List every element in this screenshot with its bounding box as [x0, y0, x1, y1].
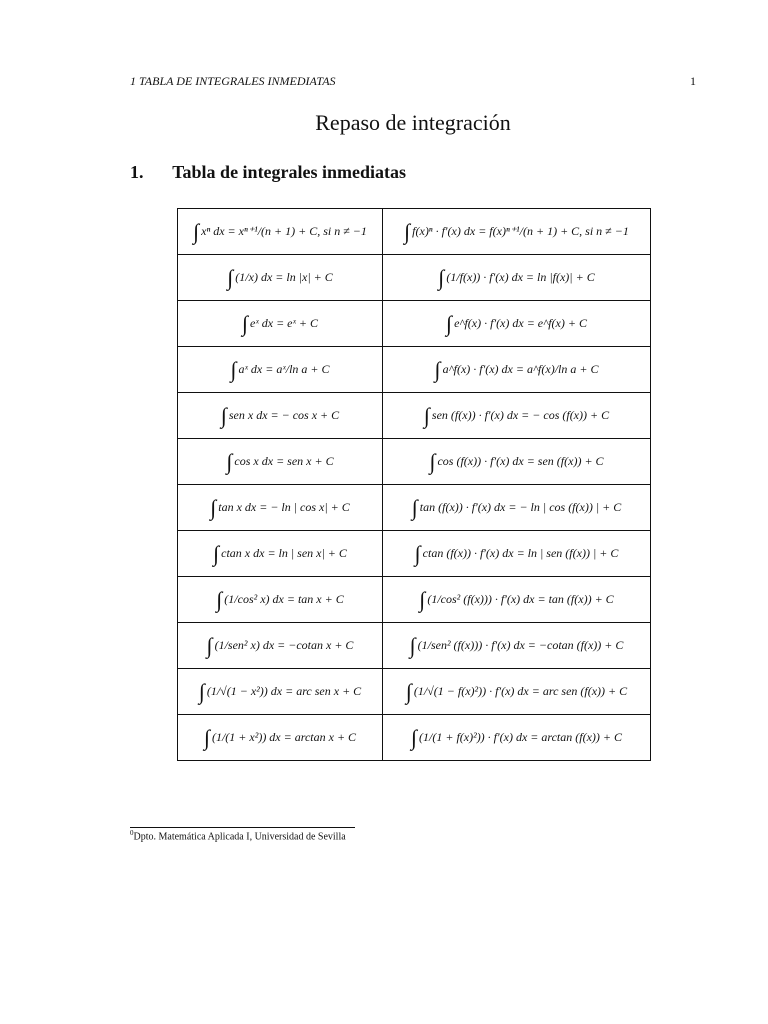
- integral-cell-right: [383, 623, 651, 669]
- integral-cell-right: [383, 531, 651, 577]
- integral-sign-icon: ∫: [438, 264, 445, 290]
- formula: ctan (f(x)) · f′(x) dx = ln | sen (f(x)) | + C: [422, 545, 619, 560]
- formula: a^f(x) · f′(x) dx = a^f(x)/ln a + C: [442, 361, 599, 376]
- integral-cell-right: [383, 255, 651, 301]
- formula: (1/x) dx = ln |x| + C: [235, 269, 333, 284]
- integral-cell-right: [383, 715, 651, 761]
- section-heading: [130, 162, 406, 183]
- formula: (1/(1 + x²)) dx = arctan x + C: [211, 729, 357, 744]
- integral-cell-right: [383, 577, 651, 623]
- integral-sign-icon: ∫: [210, 494, 217, 520]
- integral-cell-right: [383, 485, 651, 531]
- integral-sign-icon: ∫: [414, 540, 421, 566]
- table-row: [178, 669, 651, 715]
- formula: xⁿ dx = xⁿ⁺¹/(n + 1) + C, si n ≠ −1: [201, 223, 367, 238]
- formula: cos x dx = sen x + C: [234, 453, 334, 468]
- integral-sign-icon: ∫: [411, 494, 418, 520]
- footnote: [130, 829, 346, 842]
- integral-sign-icon: ∫: [242, 310, 249, 336]
- integral-cell-left: [178, 715, 383, 761]
- page-number: 1: [690, 74, 696, 88]
- formula: sen (f(x)) · f′(x) dx = − cos (f(x)) + C: [431, 407, 610, 422]
- integral-sign-icon: ∫: [429, 448, 436, 474]
- table-row: [178, 301, 651, 347]
- table-row: [178, 255, 651, 301]
- integral-cell-left: [178, 255, 383, 301]
- integral-cell-left: [178, 439, 383, 485]
- integral-cell-left: [178, 485, 383, 531]
- table-row: [178, 531, 651, 577]
- formula: eˣ dx = eˣ + C: [250, 315, 318, 330]
- integral-sign-icon: ∫: [423, 402, 430, 428]
- integral-sign-icon: ∫: [203, 724, 210, 750]
- integral-table: [177, 208, 651, 761]
- integral-sign-icon: ∫: [193, 218, 200, 244]
- running-header: [130, 74, 696, 89]
- formula: e^f(x) · f′(x) dx = e^f(x) + C: [454, 315, 587, 330]
- formula: cos (f(x)) · f′(x) dx = sen (f(x)) + C: [437, 453, 604, 468]
- formula: (1/(1 + f(x)²)) · f′(x) dx = arctan (f(x)) + C: [419, 729, 623, 744]
- integral-cell-left: [178, 577, 383, 623]
- integral-sign-icon: ∫: [404, 218, 411, 244]
- integral-cell-right: [383, 439, 651, 485]
- integral-cell-left: [178, 531, 383, 577]
- integral-cell-right: [383, 347, 651, 393]
- formula: ctan x dx = ln | sen x| + C: [221, 545, 347, 560]
- table-row: [178, 485, 651, 531]
- integral-cell-left: [178, 669, 383, 715]
- integral-cell-left: [178, 623, 383, 669]
- integral-sign-icon: ∫: [419, 586, 426, 612]
- integral-sign-icon: ∫: [434, 356, 441, 382]
- integral-sign-icon: ∫: [226, 448, 233, 474]
- table-row: [178, 347, 651, 393]
- integral-cell-right: [383, 301, 651, 347]
- table-row: [178, 715, 651, 761]
- integral-table-body: [178, 209, 651, 761]
- running-title: 1 TABLA DE INTEGRALES INMEDIATAS: [130, 74, 336, 88]
- section-number: 1.: [130, 162, 144, 182]
- table-row: [178, 623, 651, 669]
- formula: aˣ dx = aˣ/ln a + C: [238, 361, 330, 376]
- formula: (1/f(x)) · f′(x) dx = ln |f(x)| + C: [446, 269, 595, 284]
- integral-cell-left: [178, 209, 383, 255]
- integral-cell-left: [178, 347, 383, 393]
- formula: (1/cos² (f(x))) · f′(x) dx = tan (f(x)) + C: [427, 591, 614, 606]
- integral-sign-icon: ∫: [216, 586, 223, 612]
- integral-sign-icon: ∫: [220, 402, 227, 428]
- formula: tan x dx = − ln | cos x| + C: [218, 499, 350, 514]
- table-row: [178, 439, 651, 485]
- integral-cell-right: [383, 669, 651, 715]
- formula: (1/√(1 − x²)) dx = arc sen x + C: [206, 683, 362, 698]
- integral-sign-icon: ∫: [409, 632, 416, 658]
- formula: f(x)ⁿ · f′(x) dx = f(x)ⁿ⁺¹/(n + 1) + C, si n ≠ −1: [412, 223, 629, 238]
- formula: (1/cos² x) dx = tan x + C: [224, 591, 344, 606]
- document-title: Repaso de integración: [315, 110, 511, 135]
- section-title: Tabla de integrales inmediatas: [172, 162, 407, 182]
- integral-cell-left: [178, 301, 383, 347]
- integral-cell-right: [383, 393, 651, 439]
- formula: tan (f(x)) · f′(x) dx = − ln | cos (f(x)) | + C: [419, 499, 622, 514]
- formula: (1/sen² (f(x))) · f′(x) dx = −cotan (f(x)) + C: [417, 637, 624, 652]
- integral-sign-icon: ∫: [213, 540, 220, 566]
- formula: (1/√(1 − f(x)²)) · f′(x) dx = arc sen (f(x)) + C: [413, 683, 628, 698]
- integral-sign-icon: ∫: [230, 356, 237, 382]
- formula: (1/sen² x) dx = −cotan x + C: [214, 637, 354, 652]
- integral-cell-right: [383, 209, 651, 255]
- formula: sen x dx = − cos x + C: [228, 407, 340, 422]
- table-row: [178, 577, 651, 623]
- integral-sign-icon: ∫: [410, 724, 418, 750]
- integral-sign-icon: ∫: [405, 678, 412, 704]
- integral-cell-left: [178, 393, 383, 439]
- footnote-text: Dpto. Matemática Aplicada I, Universidad de Sevilla: [133, 831, 346, 843]
- footnote-marker: 0: [130, 829, 134, 837]
- integral-sign-icon: ∫: [446, 310, 453, 336]
- footnote-rule: [130, 827, 355, 828]
- table-row: [178, 393, 651, 439]
- integral-sign-icon: ∫: [206, 632, 213, 658]
- integral-sign-icon: ∫: [227, 264, 234, 290]
- integral-sign-icon: ∫: [198, 678, 205, 704]
- table-row: [178, 209, 651, 255]
